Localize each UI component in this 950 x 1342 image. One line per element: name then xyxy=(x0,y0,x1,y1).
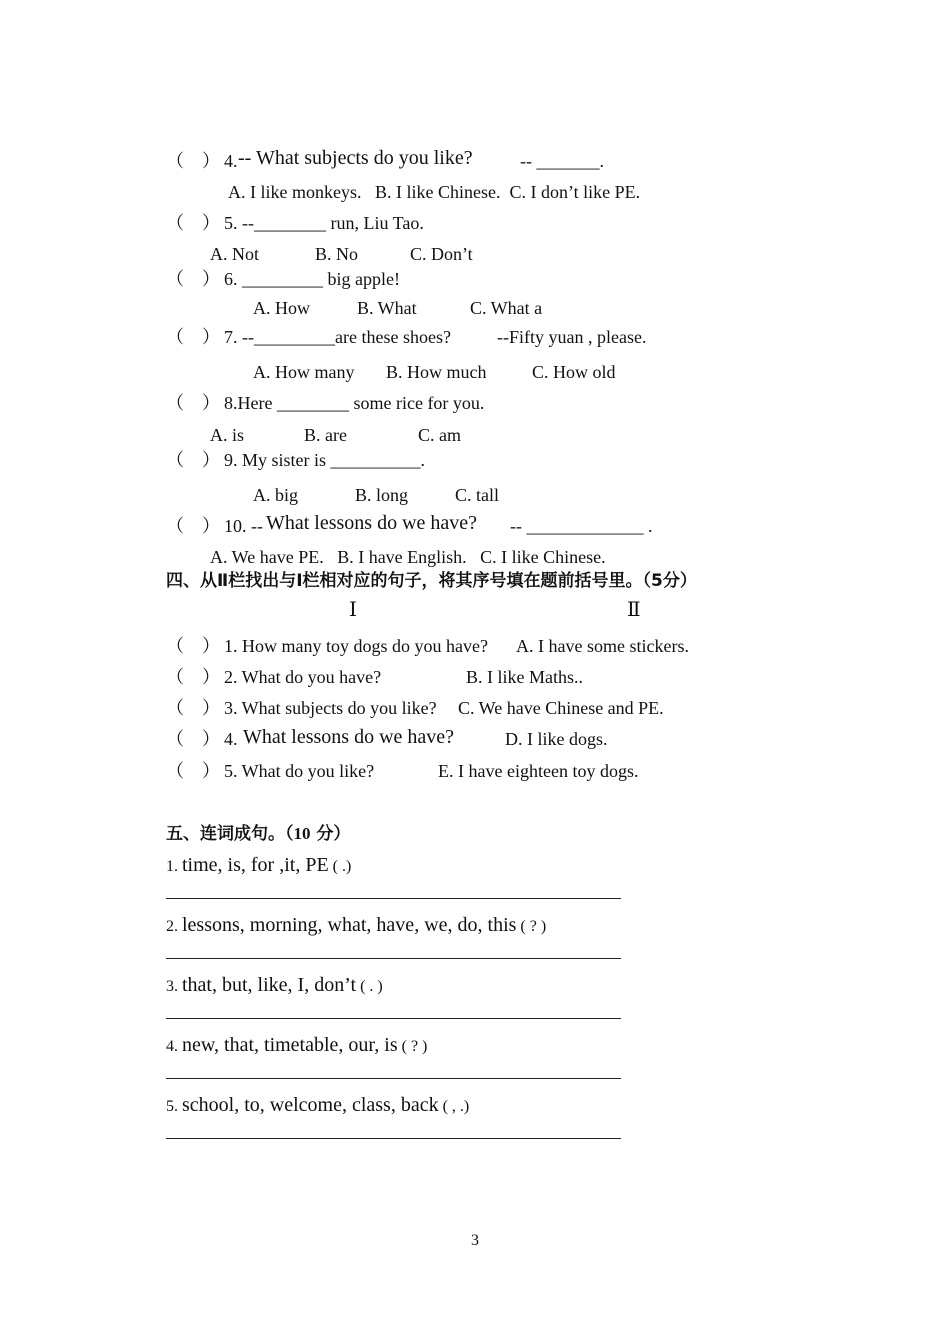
match-left-large: What lessons do we have? xyxy=(243,726,455,748)
reorder-punct: ( . ) xyxy=(356,978,383,995)
q7-paren: （ ） xyxy=(166,327,220,347)
match-left: 1. How many toy dogs do you have? xyxy=(224,636,488,656)
q8-paren: （ ） xyxy=(166,393,220,413)
reorder-words: that, but, like, I, don’t xyxy=(182,974,357,996)
match-left: 4. xyxy=(224,729,242,749)
match-right: B. I like Maths.. xyxy=(466,667,583,687)
q10-tail: -- _____________ . xyxy=(510,516,653,536)
q10-number: 10. -- xyxy=(224,516,263,536)
reorder-item-1 xyxy=(166,854,351,878)
reorder-item-2 xyxy=(166,914,546,938)
reorder-number: 1. xyxy=(166,858,182,875)
q10-stem: What lessons do we have? xyxy=(266,512,478,534)
q4-tail: -- _______. xyxy=(520,151,604,171)
match-paren: （ ） xyxy=(166,636,220,656)
reorder-punct: ( ? ) xyxy=(397,1038,428,1055)
q8-option-c: C. am xyxy=(418,425,461,445)
match-right: D. I like dogs. xyxy=(505,729,608,749)
reorder-words: lessons, morning, what, have, we, do, this xyxy=(182,914,517,936)
match-paren: （ ） xyxy=(166,761,220,781)
q7-option-a: A. How many xyxy=(253,362,355,382)
q6-stem: 6. _________ big apple! xyxy=(224,269,400,289)
q5-paren: （ ） xyxy=(166,213,220,233)
q7-option-c: C. How old xyxy=(532,362,616,382)
q6-option-b: B. What xyxy=(357,298,417,318)
answer-line-2[interactable] xyxy=(166,958,621,959)
q9-stem: 9. My sister is __________. xyxy=(224,450,426,470)
reorder-punct: ( .) xyxy=(328,858,352,875)
q9-option-c: C. tall xyxy=(455,485,499,505)
match-left: 3. What subjects do you like? xyxy=(224,698,437,718)
q5-stem: 5. --________ run, Liu Tao. xyxy=(224,213,424,233)
section5-title xyxy=(166,823,350,845)
match-paren: （ ） xyxy=(166,667,220,687)
reorder-number: 4. xyxy=(166,1038,182,1055)
section5-title-prefix: 五、连词成句。（ xyxy=(166,824,294,844)
q10-options: A. We have PE. B. I have English. C. I like Chinese. xyxy=(210,547,606,567)
q4-options: A. I like monkeys. B. I like Chinese. C. I don’t like PE. xyxy=(228,182,641,202)
q10-paren: （ ） xyxy=(166,516,220,536)
q6-option-a: A. How xyxy=(253,298,310,318)
q6-paren: （ ） xyxy=(166,269,220,289)
match-left: 5. What do you like? xyxy=(224,761,375,781)
reorder-words: time, is, for ,it, PE xyxy=(182,854,329,876)
section5-score: 10 xyxy=(293,824,311,843)
q9-option-b: B. long xyxy=(355,485,409,505)
reorder-words: school, to, welcome, class, back xyxy=(182,1094,439,1116)
match-right: A. I have some stickers. xyxy=(516,636,689,656)
q7-stem: 7. --_________are these shoes? xyxy=(224,327,451,347)
match-paren: （ ） xyxy=(166,729,220,749)
q8-stem: 8.Here ________ some rice for you. xyxy=(224,393,485,413)
column-2-heading: Ⅱ xyxy=(627,599,641,621)
q5-option-c: C. Don’t xyxy=(410,244,473,264)
match-right: C. We have Chinese and PE. xyxy=(458,698,664,718)
answer-line-5[interactable] xyxy=(166,1138,621,1139)
answer-line-3[interactable] xyxy=(166,1018,621,1019)
reorder-number: 2. xyxy=(166,918,182,935)
q4-stem: -- What subjects do you like? xyxy=(238,147,473,169)
match-left: 2. What do you have? xyxy=(224,667,382,687)
section4-title: 四、从Ⅱ栏找出与Ⅰ栏相对应的句子，将其序号填在题前括号里。（5分） xyxy=(166,571,697,591)
page-number: 3 xyxy=(471,1232,479,1249)
reorder-punct: ( ? ) xyxy=(516,918,547,935)
column-1-heading: Ⅰ xyxy=(349,599,357,621)
q9-option-a: A. big xyxy=(253,485,298,505)
reorder-item-5 xyxy=(166,1094,469,1118)
q5-option-a: A. Not xyxy=(210,244,259,264)
answer-line-1[interactable] xyxy=(166,898,621,899)
q6-option-c: C. What a xyxy=(470,298,543,318)
q7-option-b: B. How much xyxy=(386,362,487,382)
q4-number: 4. xyxy=(224,151,238,171)
reorder-item-3 xyxy=(166,974,383,998)
section5-title-suffix: 分） xyxy=(310,824,351,844)
q4-paren: （ ） xyxy=(166,151,220,171)
reorder-item-4 xyxy=(166,1034,427,1058)
reorder-number: 3. xyxy=(166,978,182,995)
q7-tail: --Fifty yuan , please. xyxy=(497,327,647,347)
q8-option-b: B. are xyxy=(304,425,347,445)
q9-paren: （ ） xyxy=(166,450,220,470)
q5-option-b: B. No xyxy=(315,244,359,264)
reorder-words: new, that, timetable, our, is xyxy=(182,1034,398,1056)
q8-option-a: A. is xyxy=(210,425,245,445)
reorder-punct: ( , .) xyxy=(438,1098,470,1115)
answer-line-4[interactable] xyxy=(166,1078,621,1079)
match-right: E. I have eighteen toy dogs. xyxy=(438,761,639,781)
match-paren: （ ） xyxy=(166,698,220,718)
reorder-number: 5. xyxy=(166,1098,182,1115)
